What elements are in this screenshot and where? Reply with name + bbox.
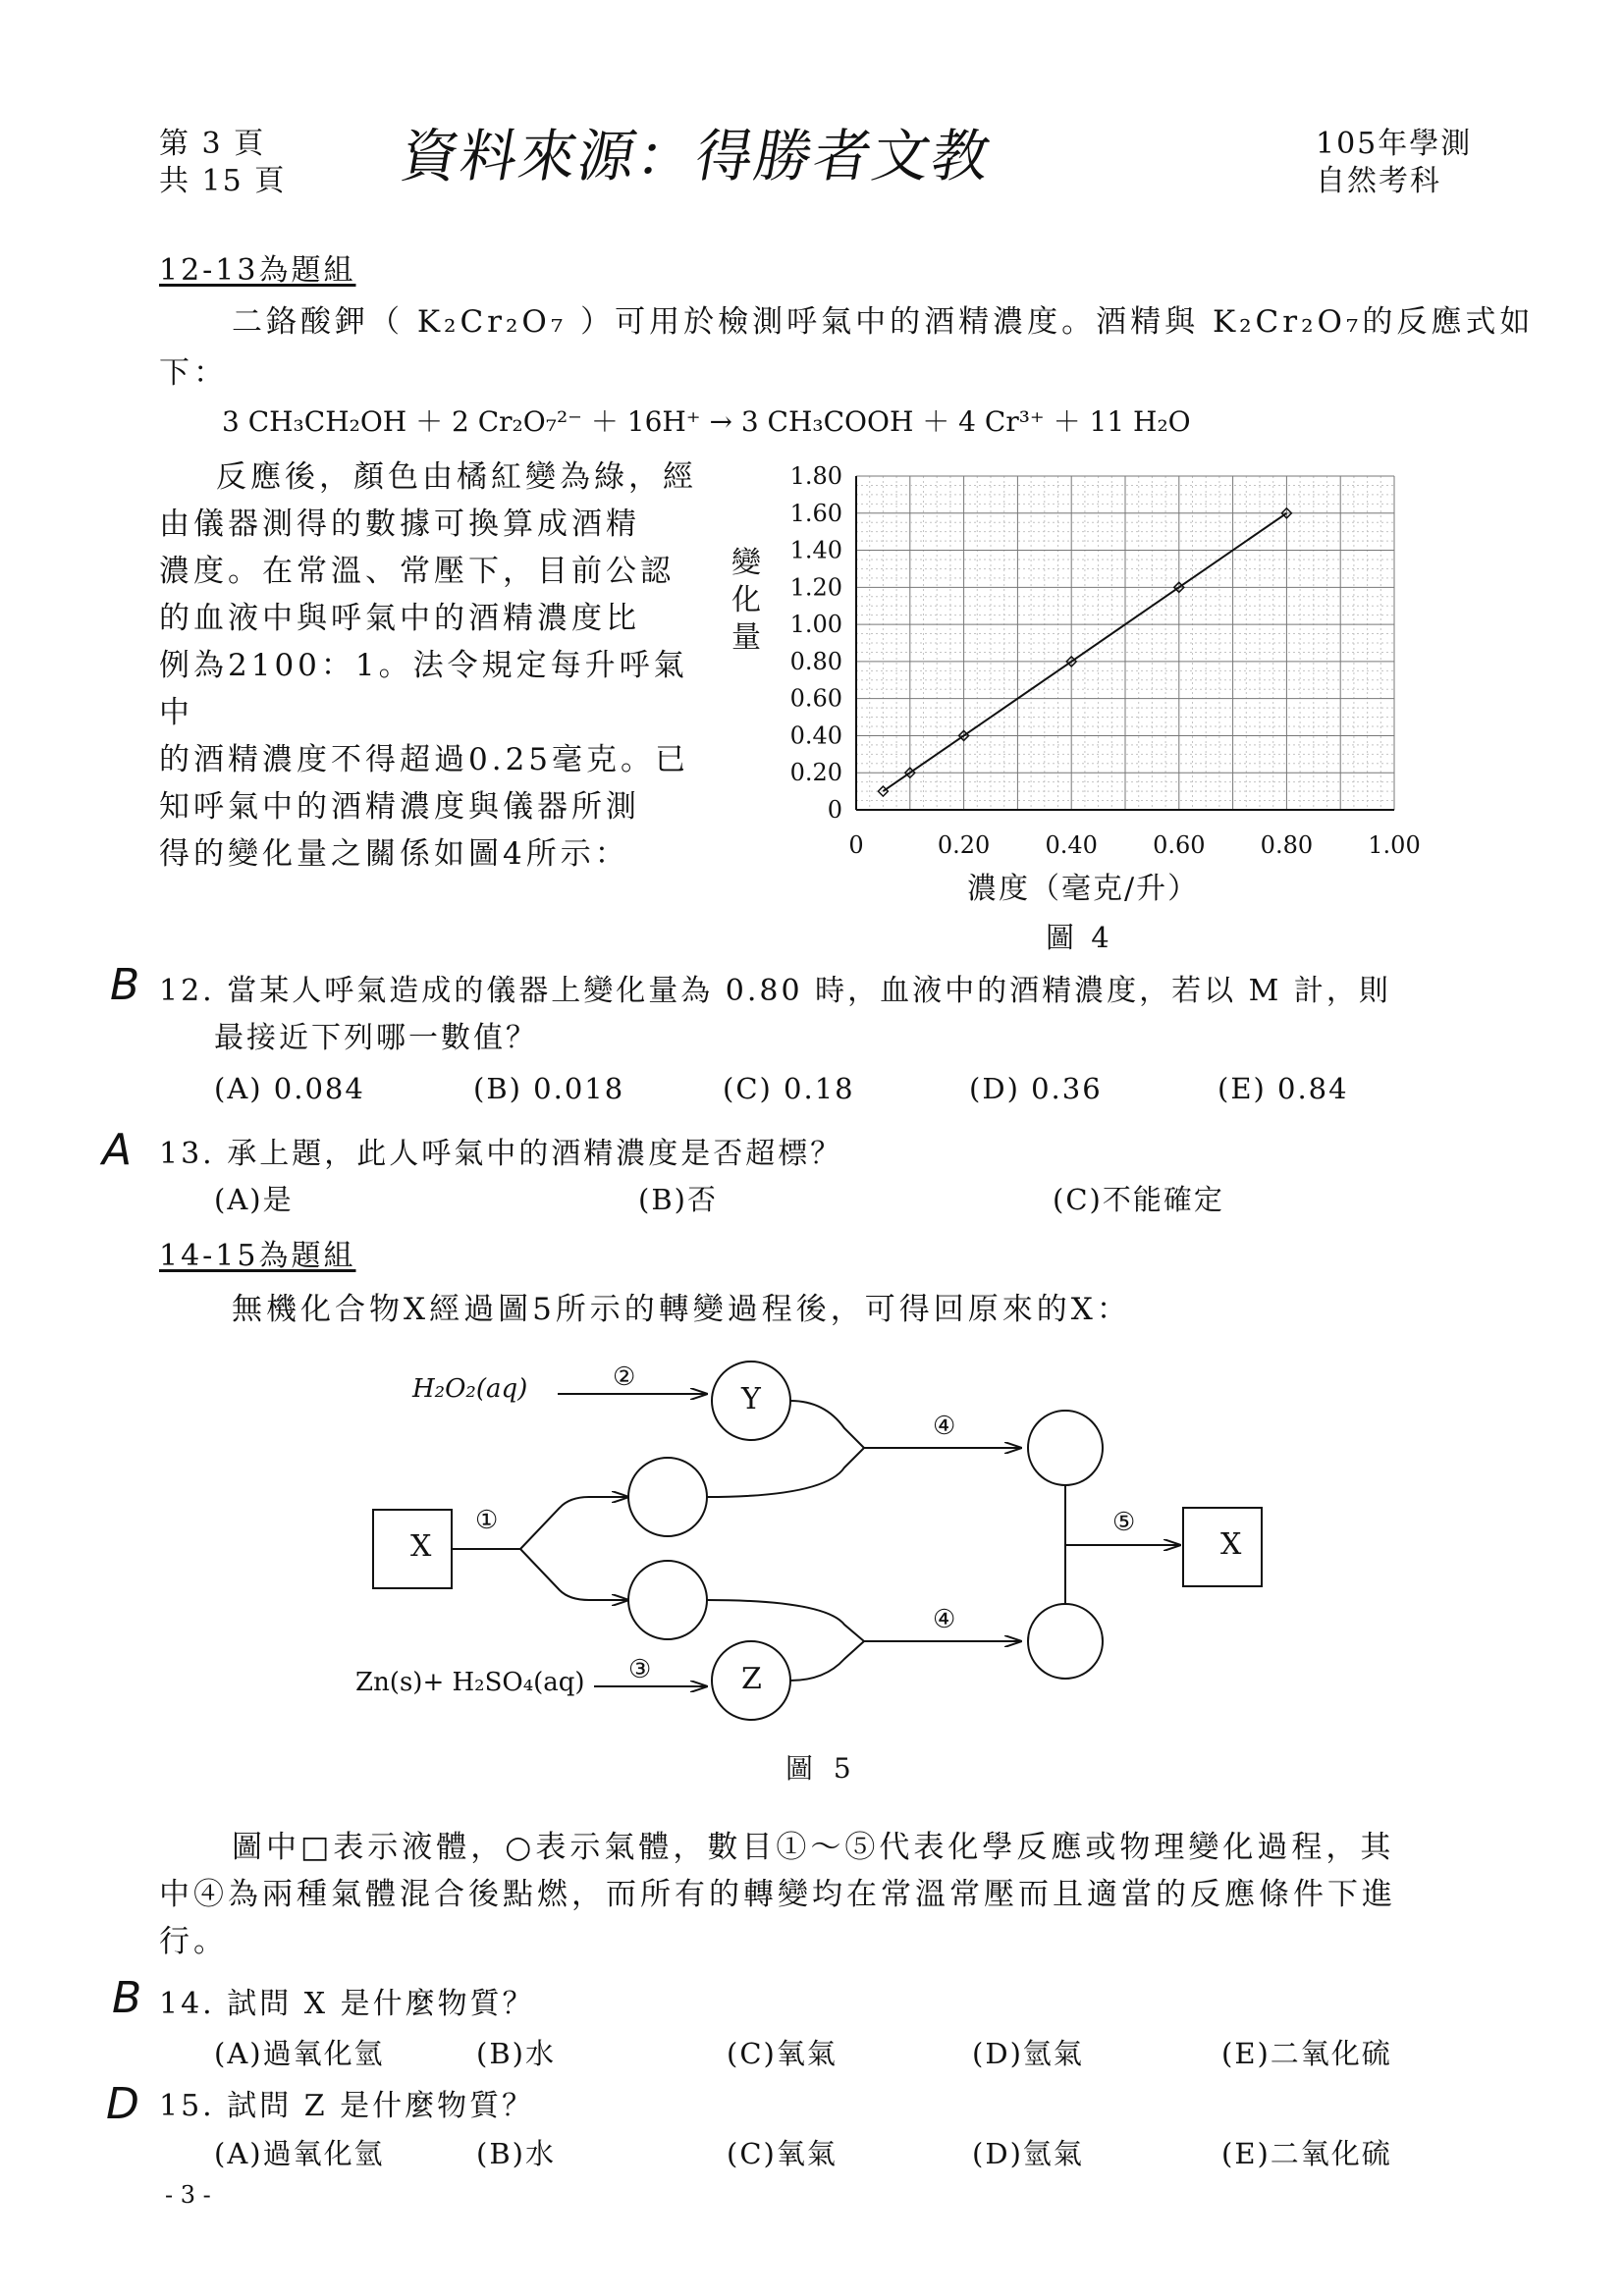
gas-circle-merge-lower [1028,1604,1103,1679]
step-1-label: ① [475,1506,499,1535]
y-tick-label: 0.60 [789,684,842,713]
step-5-label: ⑤ [1112,1508,1136,1537]
x-tick-label: 0 [848,831,864,859]
q15-line1: 15. 試問 Z 是什麼物質？ [159,2089,535,2123]
group1-side-paragraph [159,454,709,878]
q15-option-a[interactable]: (A)過氧化氫 [214,2137,385,2170]
q14-option-e[interactable]: (E)二氧化硫 [1221,2037,1392,2070]
total-pages-label: 共 15 頁 [159,164,287,198]
q13-line1: 13. 承上題，此人呼氣中的酒精濃度是否超標？ [159,1137,843,1171]
node-x-end-label: X [1220,1527,1242,1562]
q12-line2: 最接近下列哪一數值？ [214,1021,538,1055]
q15-option-e[interactable]: (E)二氧化硫 [1221,2137,1392,2170]
q13-option-c[interactable]: (C)不能確定 [1053,1183,1224,1216]
group1-intro-line1: 二鉻酸鉀（ K₂Cr₂O₇ ）可用於檢測呼氣中的酒精濃度。酒精與 K₂Cr₂O₇的反應式如 [232,304,1535,340]
step-3-label: ③ [628,1655,652,1684]
chart-ylabel: 變化量 [731,546,761,655]
gas-circle-lower [628,1561,707,1639]
q12-option-d[interactable]: (D) 0.36 [969,1072,1103,1105]
y-tick-label: 1.20 [789,573,842,602]
group-title-12-13: 12-13為題組 [159,253,356,288]
exam-subject: 自然考科 [1316,164,1441,198]
chart-xlabel: 濃度（毫克/升） [967,872,1200,906]
side-line: 反應後，顏色由橘紅變為綠，經 [216,459,697,495]
reaction-equation: 3 CH₃CH₂OH ＋ 2 Cr₂O₇²⁻ ＋ 16H⁺ → 3 CH₃COOH ＋ 4 Cr³⁺ ＋ 11 H₂O [222,405,1191,438]
y-tick-label: 1.40 [789,536,842,564]
handwritten-source-note: 資料來源：得勝者文教 [396,123,998,189]
figure-4-caption: 圖 4 [1046,921,1113,954]
answer-mark-14: B [112,1973,142,2023]
side-line: 的酒精濃度不得超過0.25毫克。已 [159,742,690,777]
q14-option-c[interactable]: (C)氧氣 [727,2037,838,2070]
q12-option-a[interactable]: (A) 0.084 [214,1072,365,1105]
q12-option-b[interactable]: (B) 0.018 [473,1072,625,1105]
q12-line1: 12. 當某人呼氣造成的儀器上變化量為 0.80 時，血液中的酒精濃度，若以 M 計，則 [159,974,1391,1008]
q14-option-a[interactable]: (A)過氧化氫 [214,2037,385,2070]
x-tick-label: 0.80 [1260,831,1314,859]
answer-mark-13: A [102,1125,133,1175]
group1-intro-line2: 下： [159,355,228,391]
reagent-bottom-label: Zn(s)+ H₂SO₄(aq) [355,1668,585,1697]
node-y-label: Y [741,1382,761,1416]
gas-circle-merge-upper [1028,1411,1103,1485]
y-tick-label: 0 [827,796,842,824]
q15-option-c[interactable]: (C)氧氣 [727,2137,838,2170]
group-title-14-15: 14-15為題組 [159,1239,356,1273]
side-line: 知呼氣中的酒精濃度與儀器所測 [159,789,640,825]
q15-option-d[interactable]: (D)氫氣 [972,2137,1084,2170]
x-tick-label: 0.60 [1153,831,1206,859]
answer-mark-12: B [110,960,140,1010]
x-tick-label: 0.40 [1045,831,1098,859]
y-tick-label: 0.40 [789,721,842,750]
y-tick-label: 1.00 [789,611,842,639]
x-tick-label: 0.20 [937,831,991,859]
side-line: 的血液中與呼氣中的酒精濃度比 [159,601,640,636]
answer-mark-15: D [106,2079,139,2129]
q15-option-b[interactable]: (B)水 [476,2137,556,2170]
q14-option-b[interactable]: (B)水 [476,2037,556,2070]
y-tick-label: 0.20 [789,759,842,787]
step-4-lower-label: ④ [933,1605,956,1634]
gas-circle-upper [628,1458,707,1536]
step-2-label: ② [613,1362,636,1392]
y-tick-label: 0.80 [789,647,842,675]
group2-note-line1: 圖中□表示液體，○表示氣體，數目①～⑤代表化學反應或物理變化過程，其 [232,1830,1395,1865]
q12-option-c[interactable]: (C) 0.18 [723,1072,855,1105]
y-tick-label: 1.80 [789,462,842,490]
exam-year: 105年學測 [1316,127,1473,161]
q13-option-b[interactable]: (B)否 [638,1183,718,1216]
node-z-label: Z [741,1662,762,1696]
side-line: 例為2100：1。法令規定每升呼氣中 [159,648,688,730]
x-tick-label: 1.00 [1368,831,1421,859]
reagent-top-label: H₂O₂(aq) [412,1374,528,1404]
q12-option-e[interactable]: (E) 0.84 [1217,1072,1349,1105]
page-number-footer: - 3 - [165,2181,211,2209]
side-line: 由儀器測得的數據可換算成酒精 [159,507,640,542]
q13-option-a[interactable]: (A)是 [214,1183,294,1216]
side-line: 得的變化量之關係如圖4所示： [159,836,629,872]
step-4-upper-label: ④ [933,1412,956,1441]
node-x-start-label: X [410,1529,432,1564]
figure-5-caption: 圖 5 [785,1752,857,1785]
page-label: 第 3 頁 [159,127,266,161]
group2-note-line3: 行。 [159,1924,228,1959]
side-line: 濃度。在常溫、常壓下，目前公認 [159,554,675,589]
q14-line1: 14. 試問 X 是什麼物質？ [159,1987,535,2021]
q14-option-d[interactable]: (D)氫氣 [972,2037,1084,2070]
group2-note-line2: 中④為兩種氣體混合後點燃，而所有的轉變均在常溫常壓而且適當的反應條件下進 [159,1877,1396,1912]
group2-intro: 無機化合物X經過圖5所示的轉變過程後，可得回原來的X： [232,1292,1131,1327]
y-tick-label: 1.60 [789,499,842,527]
